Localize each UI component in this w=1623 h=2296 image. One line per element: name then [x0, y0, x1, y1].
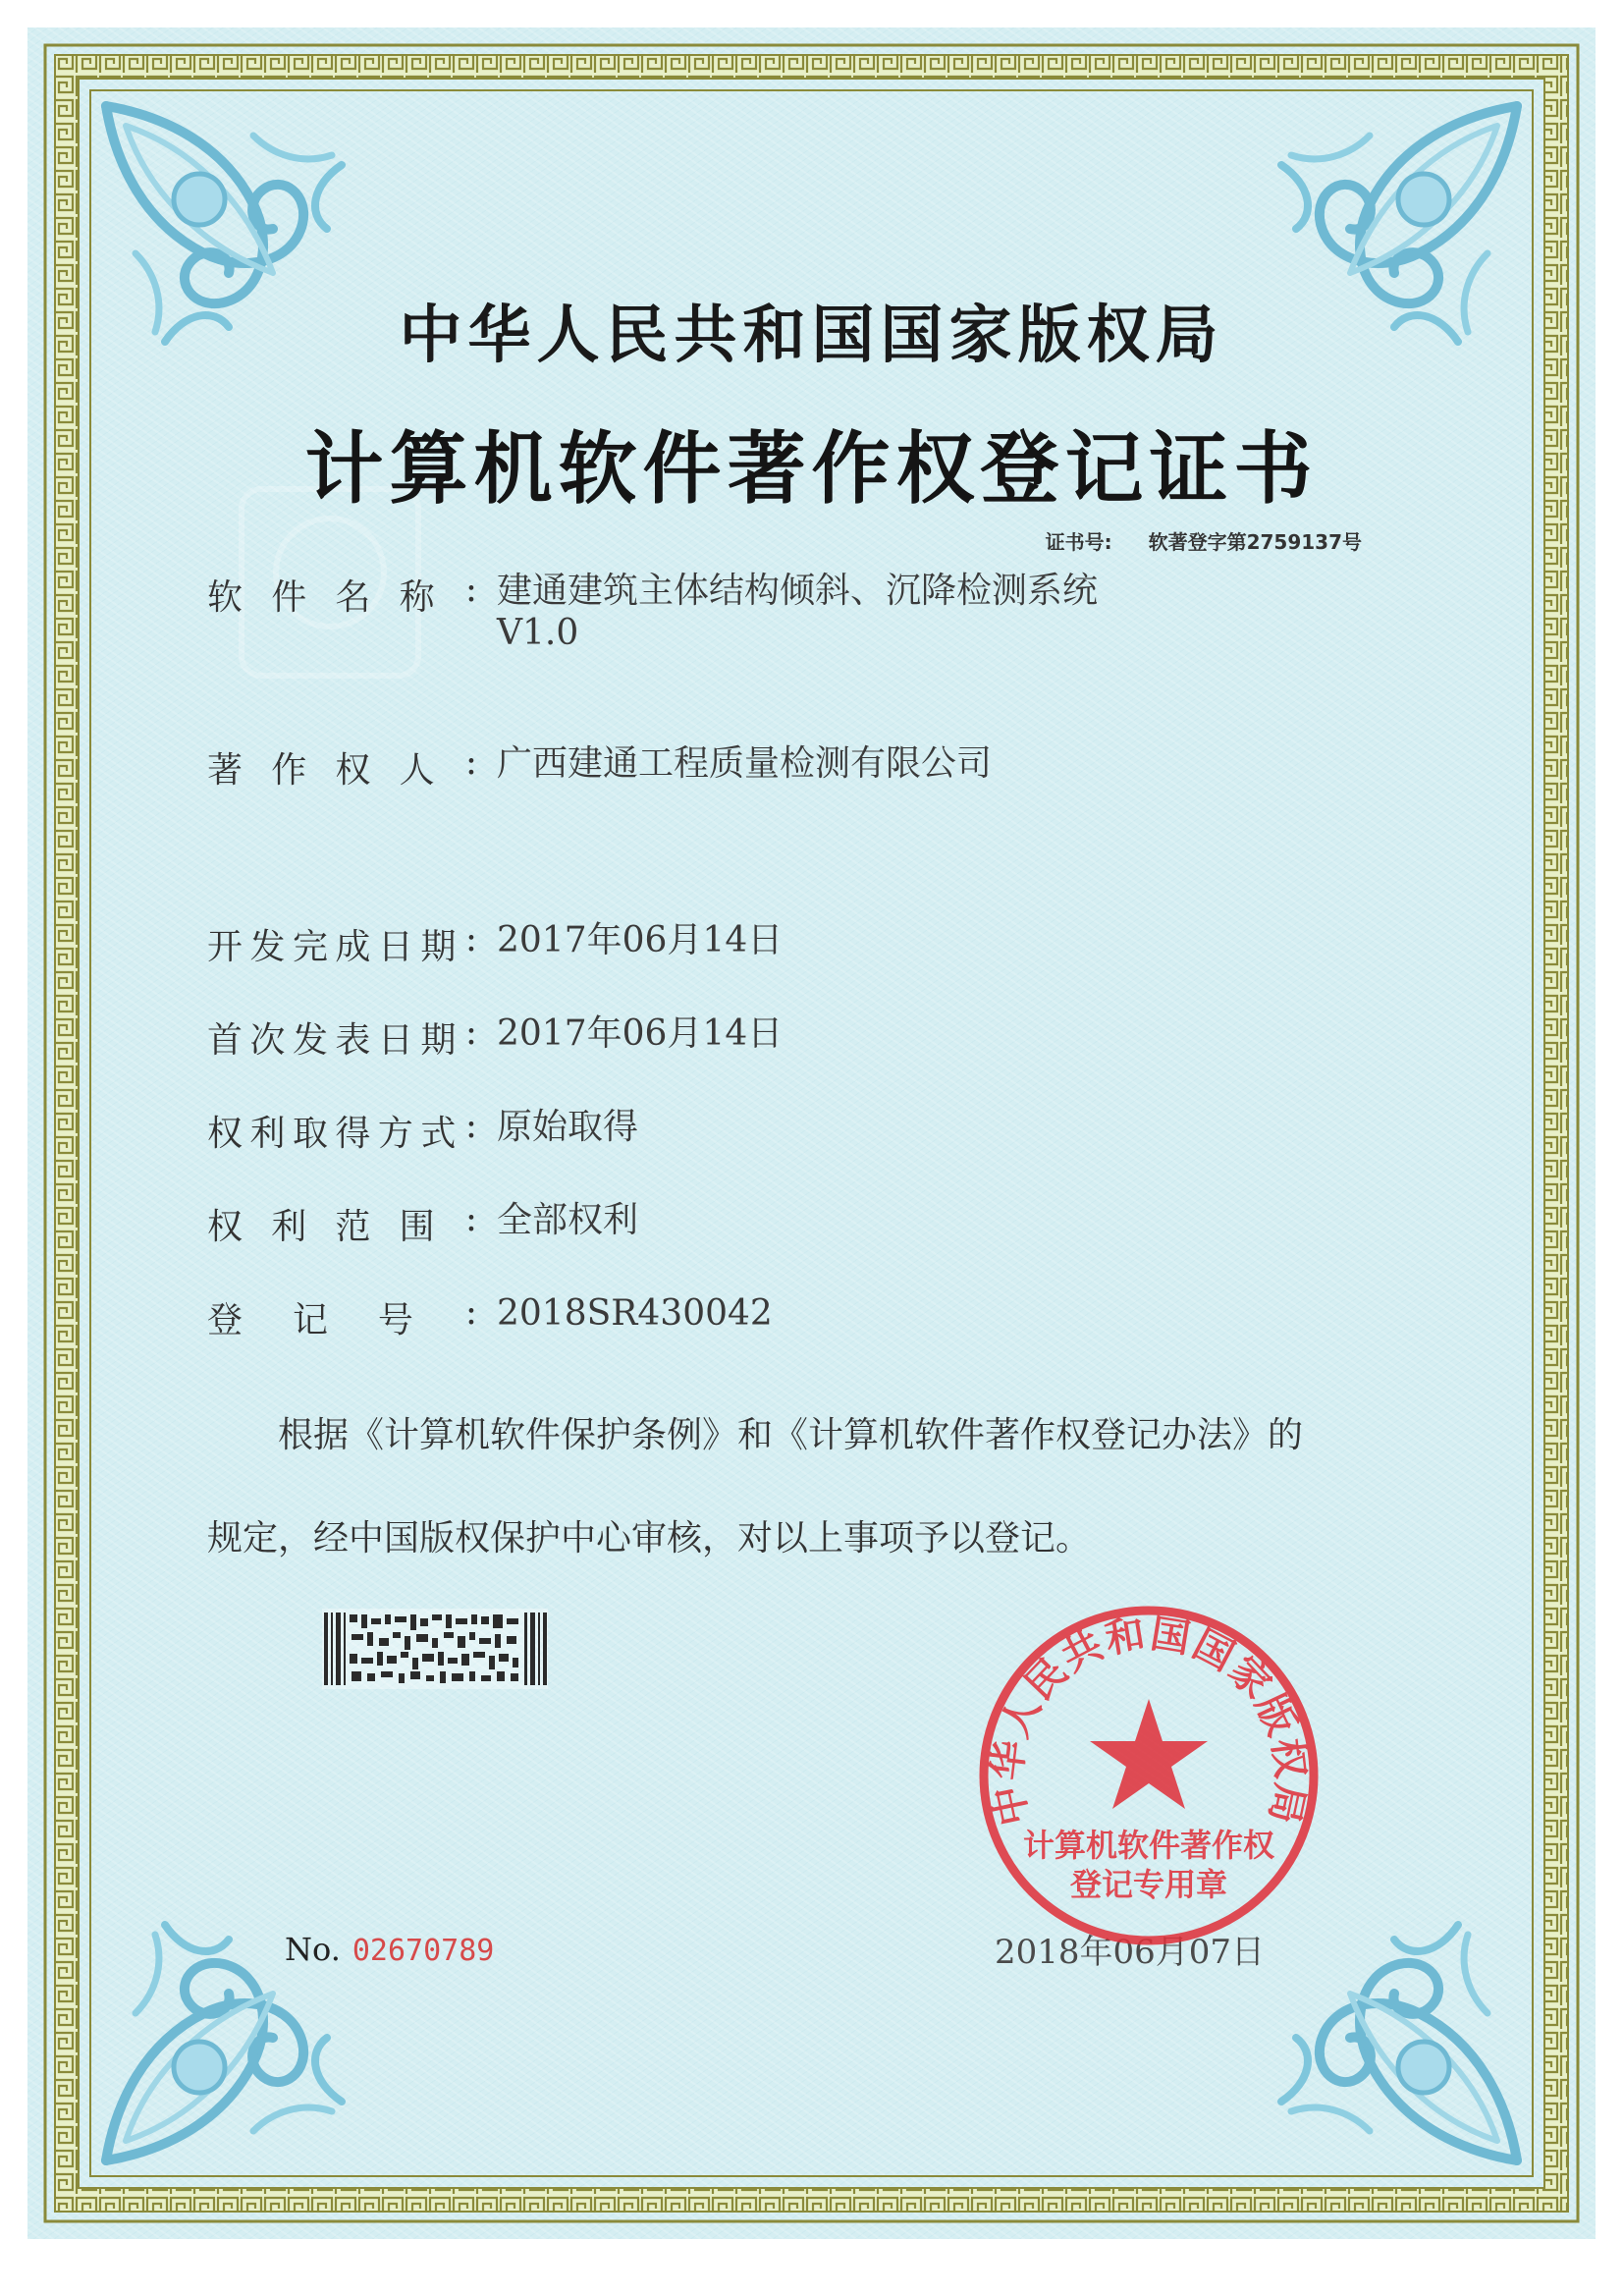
acquisition-value: 原始取得	[497, 1107, 639, 1147]
certificate-number-label: 证书号:	[1045, 530, 1112, 554]
field-owner	[207, 742, 992, 793]
field-registration	[207, 1292, 773, 1342]
field-label: 权 利 取 得 方 式 :	[207, 1106, 477, 1154]
field-scope	[207, 1199, 638, 1249]
barcode-image	[322, 1609, 548, 1689]
field-label: 首 次 发 表 日 期 :	[207, 1012, 477, 1061]
certificate-sheet	[27, 27, 1596, 2239]
field-publication-date	[207, 1012, 783, 1063]
statement-line-2: 规定，经中国版权保护中心审核，对以上事项予以登记。	[207, 1518, 1092, 1558]
statement-line-1: 根据《计算机软件保护条例》和《计算机软件著作权登记办法》的	[278, 1415, 1304, 1455]
field-label: 权 利 范 围 :	[207, 1199, 477, 1247]
certificate-number-value: 软著登字第2759137号	[1148, 530, 1362, 554]
authority-heading: 中华人民共和国国家版权局	[399, 299, 1224, 372]
field-software-name	[207, 570, 1098, 654]
field-completion-date	[207, 919, 783, 969]
owner-value: 广西建通工程质量检测有限公司	[497, 743, 993, 784]
field-label: 著 作 权 人 :	[207, 742, 477, 791]
serial-number	[285, 1931, 494, 1968]
field-label: 软 件 名 称 :	[207, 570, 477, 618]
serial-value: 02670789	[352, 1934, 495, 1968]
registration-value: 2018SR430042	[497, 1293, 773, 1334]
software-name-value: 建通建筑主体结构倾斜、沉降检测系统 V1.0	[497, 571, 1099, 654]
page-bottom-margin	[0, 2241, 1623, 2296]
seal-inner-line-2: 登记专用章	[1069, 1866, 1228, 1903]
publication-date-value: 2017年06月14日	[497, 1013, 784, 1054]
completion-date-value: 2017年06月14日	[497, 920, 784, 960]
certificate-title: 计算机软件著作权登记证书	[304, 422, 1319, 515]
seal-ring-text: 中华人民共和国国家版权局	[984, 1611, 1314, 1830]
field-label: 开 发 完 成 日 期 :	[207, 919, 477, 967]
scope-value: 全部权利	[497, 1200, 639, 1240]
field-label: 登 记 号 :	[207, 1292, 477, 1340]
official-seal	[972, 1599, 1325, 1952]
seal-inner-line-1: 计算机软件著作权	[1022, 1827, 1275, 1864]
serial-label: No.	[285, 1931, 341, 1968]
issue-date: 2018年06月07日	[995, 1933, 1266, 1972]
field-acquisition	[207, 1106, 638, 1156]
certificate-number	[1046, 526, 1362, 555]
